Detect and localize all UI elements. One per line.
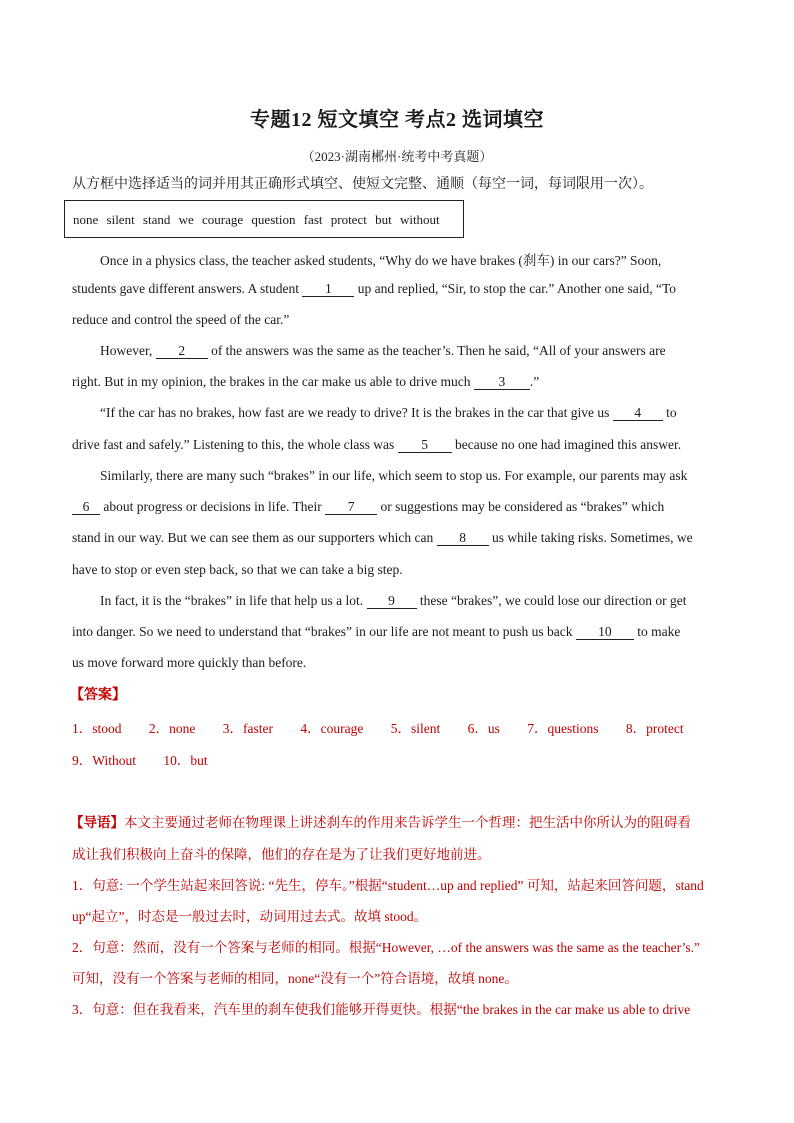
explanation-line: up“起立”，时态是一般过去时，动词用过去式。故填 stood。 [72,909,428,924]
guide-line: 【导语】本文主要通过老师在物理课上讲述刹车的作用来告诉学生一个哲理：把生活中你所认为的阻碍看 [70,815,691,831]
passage-line: In fact, it is the “brakes” in life that help us a lot. 9 these “brakes”, we could lose our direction or get [100,593,687,608]
passage-line: drive fast and safely.” Listening to this, the whole class was 5 because no one had imagined this answer. [72,437,682,452]
explanation-line: 3．句意：但在我看来，汽车里的刹车使我们能够开得更快。根据“the brakes in the car make us able to drive [72,1002,691,1017]
passage-line: right. But in my opinion, the brakes in the car make us able to drive much 3 .” [72,374,540,389]
passage-line: reduce and control the speed of the car.” [72,312,290,327]
passage-line: students gave different answers. A student 1 up and replied, “Sir, to stop the car.” Another one said, “To [72,281,677,296]
explanation-line: 可知，没有一个答案与老师的相同，none“没有一个”符合语境，故填 none。 [72,971,518,986]
answer-item: 6．us [467,721,500,736]
blank-7: 7 [325,500,377,515]
answer-item: 4．courage [300,721,364,736]
answer-row [72,749,232,769]
passage-line: Similarly, there are many such “brakes” in our life, which seem to stop us. For example, our parents may ask [100,468,688,483]
blank-1: 1 [302,282,354,297]
answer-row [72,717,708,737]
passage-line: stand in our way. But we can see them as our supporters which can 8 us while taking risks. Sometimes, we [72,530,693,545]
blank-2: 2 [156,344,208,359]
answer-item: 1．stood [72,721,122,736]
answer-item: 7．questions [527,721,599,736]
answer-item: 5．silent [390,721,441,736]
answer-item: 2．none [148,721,196,736]
passage-line: into danger. So we need to understand that “brakes” in our life are not meant to push us back 10 to make [72,624,681,639]
guide-line: 成让我们积极向上奋斗的保障，他们的存在是为了让我们更好地前进。 [72,847,491,862]
answer-item: 8．protect [625,721,684,736]
guide-heading: 【导语】 [70,815,124,831]
passage-line: “If the car has no brakes, how fast are we ready to drive? It is the brakes in the car that give us 4 to [100,405,677,420]
passage-line: 6 about progress or decisions in life. Their 7 or suggestions may be considered as “brakes” which [72,499,664,515]
instruction-text: 从方框中选择适当的词并用其正确形式填空、使短文完整、通顺（每空一词，每词限用一次）。 [72,177,653,192]
passage-line: have to stop or even step back, so that we can take a big step. [72,562,403,577]
page-title: 专题12 短文填空 考点2 选词填空 [250,109,544,131]
blank-8: 8 [437,531,489,546]
answer-item: 3．faster [222,721,273,736]
blank-4: 4 [613,406,663,421]
explanation-line: 1．句意: 一个学生站起来回答说: “先生，停车。”根据“student…up and replied” 可知，站起来回答问题，stand [72,878,704,893]
blank-5: 5 [398,438,452,453]
blank-3: 3 [474,375,530,390]
explanation-line: 2．句意：然而，没有一个答案与老师的相同。根据“However, …of the answers was the same as the teacher’s.” [72,940,700,955]
passage-line: However, 2 of the answers was the same as the teacher’s. Then he said, “All of your answers are [100,343,666,358]
answer-item: 9．Without [72,753,136,768]
word-box: none silent stand we courage question fast protect but without [64,200,464,238]
blank-9: 9 [367,594,417,609]
passage-line: us move forward more quickly than before. [72,655,307,670]
blank-6: 6 [72,500,100,515]
passage-line: Once in a physics class, the teacher asked students, “Why do we have brakes (刹车) in our cars?” Soon, [100,253,662,268]
answer-heading: 【答案】 [70,687,126,703]
answer-item: 10．but [163,753,208,768]
blank-10: 10 [576,625,634,640]
source-note: （2023·湖南郴州·统考中考真题） [301,149,493,164]
